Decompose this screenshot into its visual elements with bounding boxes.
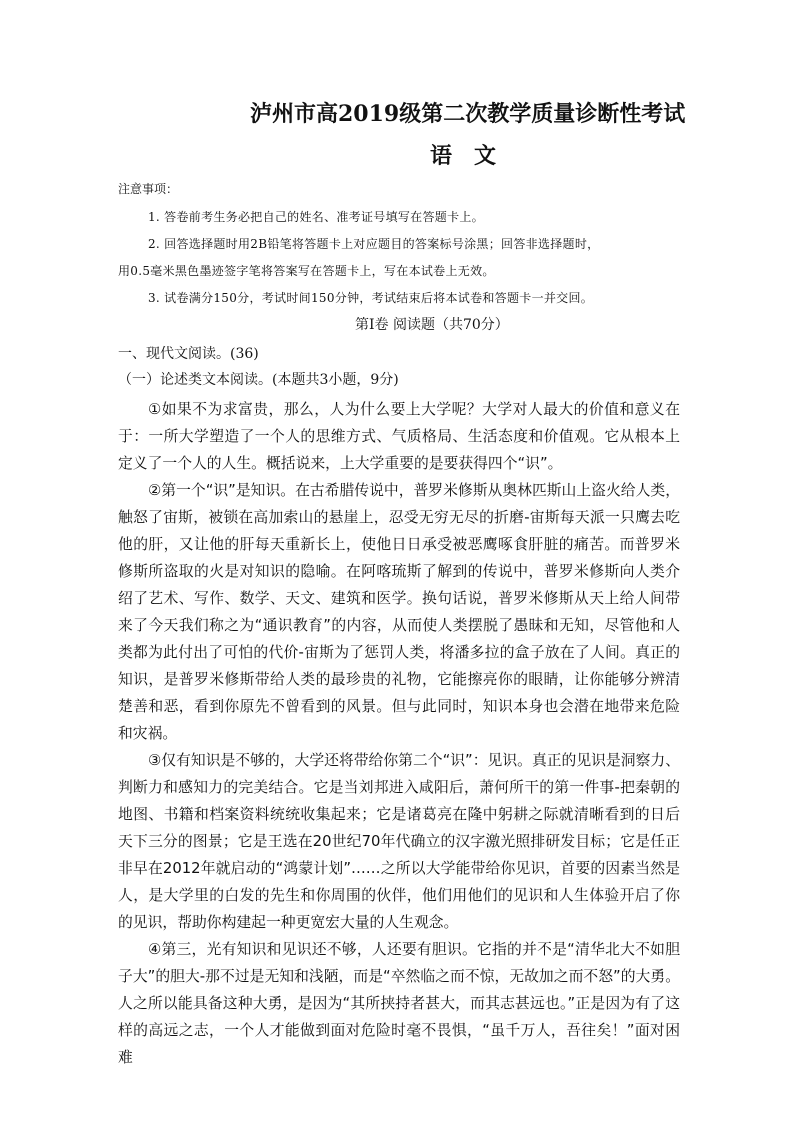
notice-item-2-line-2: 用0.5毫米黑色墨迹签字笔将答案写在答题卡上，写在本试卷上无效。 [118,264,495,278]
sub-heading: （一）论述类文本阅读。(本题共3小题，9分) [118,372,399,388]
subject-title: 语 文 [430,143,497,169]
notice-item-3: 3. 试卷满分150分，考试时间150分钟，考试结束后将本试卷和答题卡一并交回。 [148,291,594,305]
part-heading: 一、现代文阅读。(36) [118,346,259,362]
notice-heading: 注意事项： [118,182,179,196]
passage-paragraph-3: ③仅有知识是不够的，大学还将带给你第二个“识”：见识。真正的见识是洞察力、判断力和感知力的完美结合。它是当刘邦进入咸阳后，萧何所干的第一件事-把秦朝的地图、书籍和档案资料统统收集起来；它是诸葛亮在隆中躬耕之际就清晰看到的日后天下三分的图景；它是王选在20世纪70年代确立的汉字激光照排研发目标；它是任正非早在2012年就启动的“鸿蒙计划”……之所以大学能带给你见识，首要的因素当然是人，是大学里的白发的先生和你周围的伙伴，他们用他们的见识和人生体验开启了你的见识，帮助你构建起一种更宽宏大量的人生观念。 [118,752,680,931]
passage-paragraph-1: ①如果不为求富贵，那么，人为什么要上大学呢？大学对人最大的价值和意义在于：一所大学塑造了一个人的思维方式、气质格局、生活态度和价值观。它从根本上定义了一个人的人生。概括说来，上大学重要的是要获得四个“识”。 [118,401,680,472]
reading-passage [118,396,680,1071]
notice-item-2-line-1: 2. 回答选择题时用2B铅笔将答题卡上对应题目的答案标号涂黑；回答非选择题时， [148,237,600,251]
exam-title: 泸州市高2019级第二次教学质量诊断性考试 [250,101,686,127]
passage-paragraph-4: ④第三，光有知识和见识还不够，人还要有胆识。它指的并不是“清华北大不如胆子大”的胆大-那不过是无知和浅陋，而是“卒然临之而不惊，无故加之而不怒”的大勇。人之所以能具备这种大勇，是因为“其所挟持者甚大，而其志甚远也。”正是因为有了这样的高远之志，一个人才能做到面对危险时毫不畏惧，“虽千万人，吾往矣！”面对困难 [118,941,680,1066]
section-title: 第I卷 阅读题（共70分） [355,317,509,333]
notice-item-1: 1. 答卷前考生务必把自己的姓名、准考证号填写在答题卡上。 [148,210,484,224]
passage-paragraph-2: ②第一个“识”是知识。在古希腊传说中，普罗米修斯从奥林匹斯山上盗火给人类，触怒了宙斯，被锁在高加索山的悬崖上，忍受无穷无尽的折磨-宙斯每天派一只鹰去吃他的肝，又让他的肝每天重新长上，使他日日承受被恶鹰啄食肝脏的痛苦。而普罗米修斯所盗取的火是对知识的隐喻。在阿喀琉斯了解到的传说中，普罗米修斯向人类介绍了艺术、写作、数学、天文、建筑和医学。换句话说，普罗米修斯从天上给人间带来了今天我们称之为“通识教育”的内容，从而使人类摆脱了愚昧和无知，尽管他和人类都为此付出了可怕的代价-宙斯为了惩罚人类，将潘多拉的盒子放在了人间。真正的知识，是普罗米修斯带给人类的最珍贵的礼物，它能擦亮你的眼睛，让你能够分辨清楚善和恶，看到你原先不曾看到的风景。但与此同时，知识本身也会潜在地带来危险和灾祸。 [118,482,680,742]
